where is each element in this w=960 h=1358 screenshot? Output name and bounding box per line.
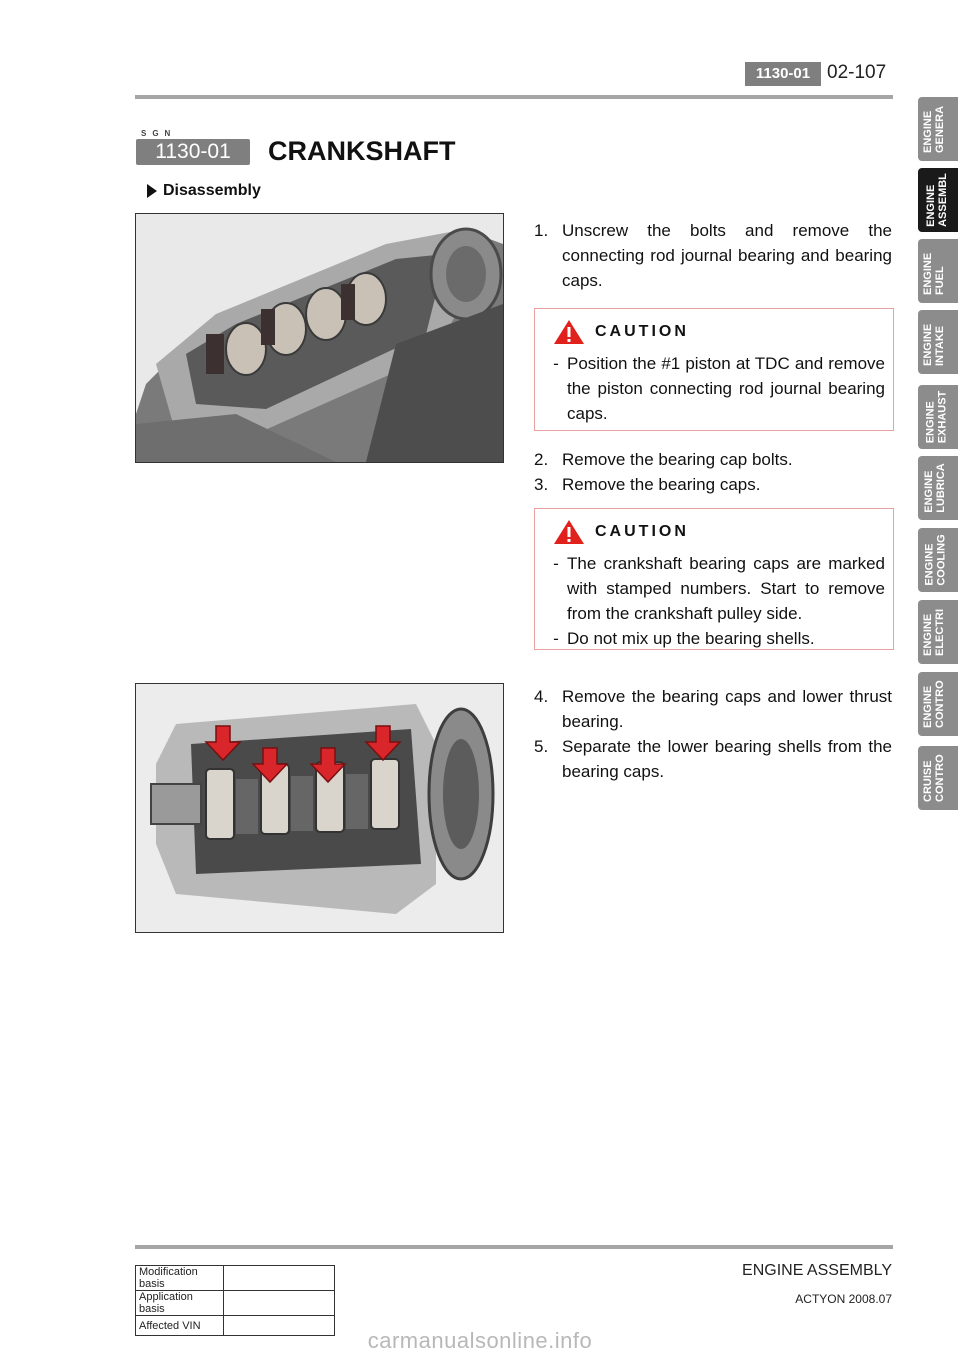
sidebar-tab-engine-intake[interactable]: ENGINE INTAKE [918,310,958,374]
sidebar-tab-engine-general[interactable]: ENGINE GENERA [918,97,958,161]
footer-model: ACTYON 2008.07 [795,1292,892,1306]
engine-block-photo [135,213,504,463]
warning-triangle-icon [553,319,585,345]
caution-label: CAUTION [595,523,689,540]
section-heading [147,182,261,200]
header-divider [135,95,893,99]
step-item: 1. Unscrew the bolts and remove the connecting rod journal bearing and bearing caps. [534,221,892,290]
triangle-bullet-icon [147,184,157,198]
bearing-caps-illustration [136,684,503,932]
bearing-caps-photo [135,683,504,933]
caution-label: CAUTION [595,323,689,340]
sidebar-tab-cruise-control[interactable]: CRUISE CONTRO [918,746,958,810]
sgn-label: SGN [141,129,177,138]
steps-group-3 [534,684,892,784]
sidebar-tab-engine-electrical[interactable]: ENGINE ELECTRI [918,600,958,664]
engine-block-illustration [136,214,503,462]
caution-item: - Do not mix up the bearing shells. [553,629,815,648]
warning-triangle-icon [553,519,585,545]
watermark: carmanualsonline.info [367,1328,593,1353]
sidebar-tab-engine-lubrication[interactable]: ENGINE LUBRICA [918,456,958,520]
sidebar-tab-engine-cooling[interactable]: ENGINE COOLING [918,528,958,592]
caution-item: - Position the #1 piston at TDC and remove the piston connecting rod journal bearing caps. [553,354,885,423]
sidebar-tab-engine-fuel[interactable]: ENGINE FUEL [918,239,958,303]
steps-group-1 [534,218,892,293]
title-code-badge: 1130-01 [136,139,250,165]
step-item: 3. Remove the bearing caps. [534,475,761,494]
table-row: Application basis [136,1291,335,1316]
steps-group-2 [534,447,892,497]
caution-box-2 [534,508,894,650]
sidebar-tab-engine-assembly[interactable]: ENGINE ASSEMBL [918,168,958,232]
caution-box-1 [534,308,894,431]
footer-section-name: ENGINE ASSEMBLY [742,1262,892,1279]
page-title: CRANKSHAFT [268,136,456,166]
section-heading-label: Disassembly [163,182,261,199]
step-item: 2. Remove the bearing cap bolts. [534,450,793,469]
sidebar-tab-engine-exhaust[interactable]: ENGINE EXHAUST [918,385,958,449]
footer-divider [135,1245,893,1249]
caution-item: - The crankshaft bearing caps are marked with stamped numbers. Start to remove from the crankshaft pulley side. [553,554,885,623]
step-item: 5. Separate the lower bearing shells from the bearing caps. [534,737,892,781]
page-number: 02-107 [827,62,887,83]
step-item: 4. Remove the bearing caps and lower thrust bearing. [534,687,892,731]
table-row: Affected VIN [136,1316,335,1336]
table-row: Modification basis [136,1266,335,1291]
header-section-code: 1130-01 [745,62,821,86]
modification-table [135,1265,335,1336]
sidebar-tab-engine-control[interactable]: ENGINE CONTRO [918,672,958,736]
